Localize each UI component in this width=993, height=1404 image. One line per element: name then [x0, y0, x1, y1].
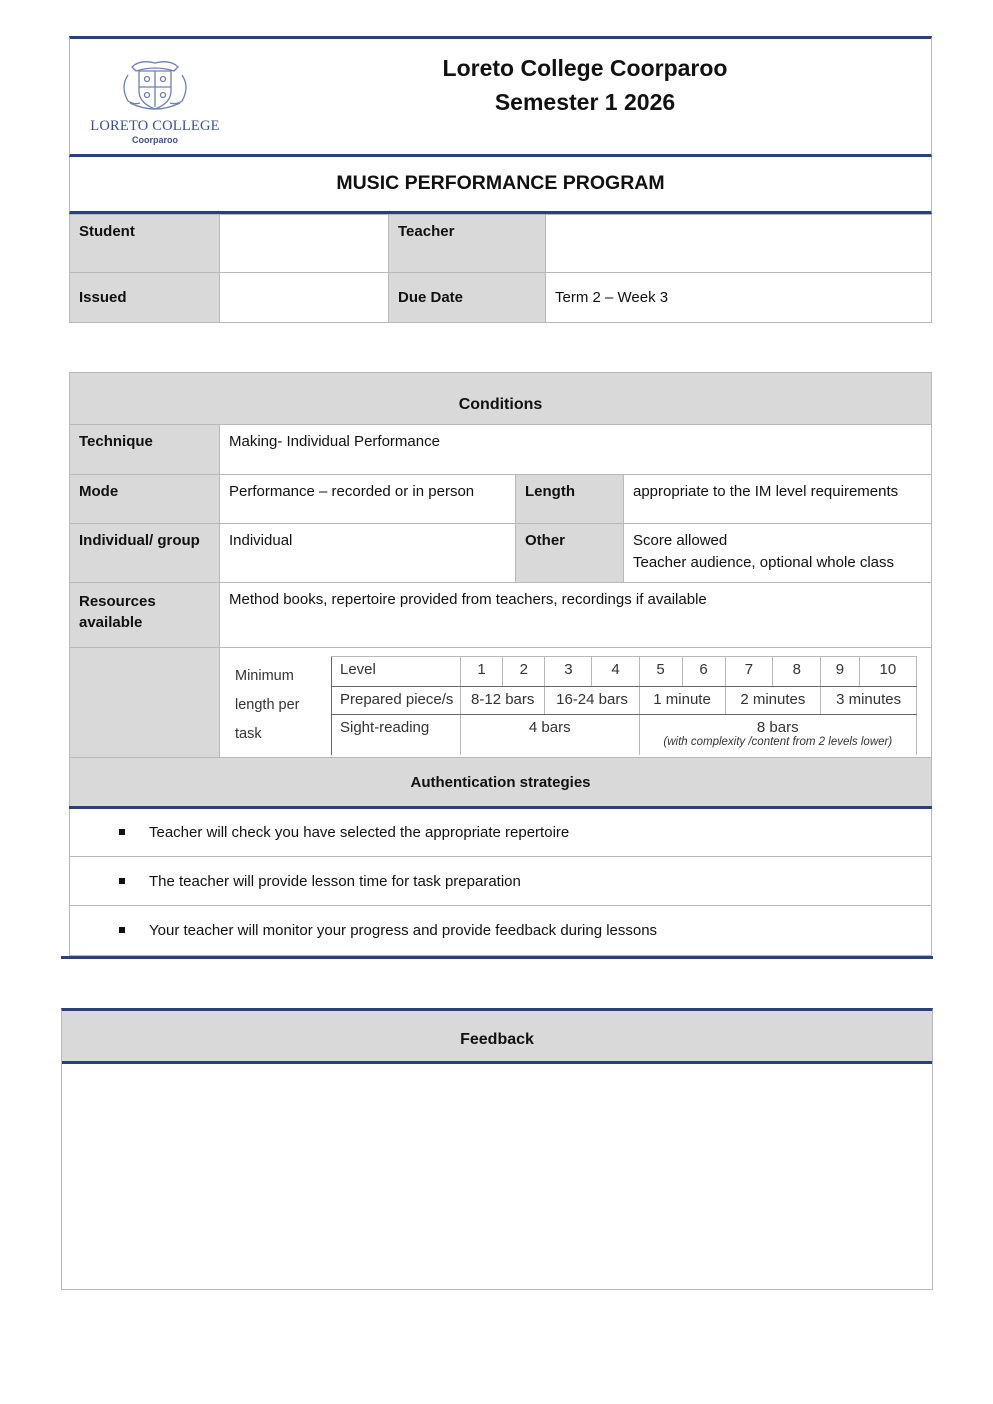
- prepared-levels-5-6: 1 minute: [639, 687, 725, 715]
- level-7: 7: [725, 657, 773, 687]
- other-label: Other: [516, 524, 624, 583]
- resources-value: Method books, repertoire provided from teachers, recordings if available: [220, 583, 932, 648]
- sight-high: 8 bars (with complexity /content from 2 levels lower): [639, 715, 916, 755]
- logo-text: LORETO COLLEGE: [90, 118, 220, 134]
- auth-item: Your teacher will monitor your progress and provide feedback during lessons: [70, 906, 932, 956]
- square-bullet-icon: [119, 927, 125, 933]
- student-label: Student: [70, 215, 220, 273]
- prepared-levels-1-2: 8-12 bars: [461, 687, 545, 715]
- title-line-1: Loreto College Coorparoo: [442, 55, 728, 81]
- length-value: appropriate to the IM level requirements: [624, 475, 932, 524]
- program-title-bar: [69, 157, 932, 214]
- page-title: [370, 51, 800, 119]
- group-value: Individual: [220, 524, 516, 583]
- crest-icon: [90, 57, 220, 113]
- prepared-levels-9-10: 3 minutes: [821, 687, 917, 715]
- level-3: 3: [545, 657, 592, 687]
- resources-label: Resources available: [70, 583, 220, 648]
- level-4: 4: [592, 657, 639, 687]
- prepared-levels-7-8: 2 minutes: [725, 687, 821, 715]
- length-label: Length: [516, 475, 624, 524]
- min-length-cell: [220, 648, 932, 764]
- level-requirements-table: [331, 656, 917, 755]
- student-field[interactable]: [220, 215, 389, 273]
- group-label: Individual/ group: [70, 524, 220, 583]
- conditions-table: [69, 372, 932, 764]
- prepared-row-label: Prepared piece/s: [332, 687, 461, 715]
- header-block: [69, 36, 932, 157]
- level-1: 1: [461, 657, 503, 687]
- technique-value: Making- Individual Performance: [220, 425, 932, 475]
- logo-subtext: Coorparoo: [132, 135, 178, 145]
- teacher-label: Teacher: [389, 215, 546, 273]
- min-length-label-cell: [70, 648, 220, 764]
- sight-note: (with complexity /content from 2 levels lower): [663, 736, 893, 748]
- auth-item: The teacher will provide lesson time for task preparation: [70, 857, 932, 906]
- min-length-label: Minimum length per task: [235, 668, 300, 742]
- feedback-block: [61, 1008, 933, 1290]
- level-6: 6: [682, 657, 725, 687]
- prepared-levels-3-4: 16-24 bars: [545, 687, 639, 715]
- other-value: [624, 524, 932, 583]
- teacher-field[interactable]: [546, 215, 932, 273]
- authentication-bottom-rule: [61, 956, 933, 959]
- feedback-area[interactable]: [62, 1064, 932, 1288]
- due-date-label: Due Date: [389, 273, 546, 323]
- technique-label: Technique: [70, 425, 220, 475]
- conditions-heading: Conditions: [70, 373, 932, 425]
- sight-low: 4 bars: [461, 715, 640, 755]
- title-line-2: Semester 1 2026: [494, 89, 676, 115]
- level-row-label: Level: [332, 657, 461, 687]
- mode-label: Mode: [70, 475, 220, 524]
- level-9: 9: [821, 657, 860, 687]
- issued-field[interactable]: [220, 273, 389, 323]
- other-value-line-1: Score allowed: [633, 532, 728, 549]
- details-table: [69, 214, 932, 323]
- level-10: 10: [859, 657, 916, 687]
- square-bullet-icon: [119, 878, 125, 884]
- due-date-value: Term 2 – Week 3: [546, 273, 932, 323]
- college-logo: [90, 57, 220, 143]
- sight-row-label: Sight-reading: [332, 715, 461, 755]
- authentication-table: [69, 757, 932, 956]
- level-5: 5: [639, 657, 682, 687]
- feedback-heading: Feedback: [62, 1011, 932, 1064]
- program-title: MUSIC PERFORMANCE PROGRAM: [336, 172, 665, 194]
- other-value-line-2: Teacher audience, optional whole class: [633, 554, 894, 571]
- level-2: 2: [503, 657, 545, 687]
- issued-label: Issued: [70, 273, 220, 323]
- level-8: 8: [773, 657, 821, 687]
- authentication-heading: Authentication strategies: [70, 758, 932, 808]
- auth-item: Teacher will check you have selected the appropriate repertoire: [70, 808, 932, 857]
- mode-value: Performance – recorded or in person: [220, 475, 516, 524]
- square-bullet-icon: [119, 829, 125, 835]
